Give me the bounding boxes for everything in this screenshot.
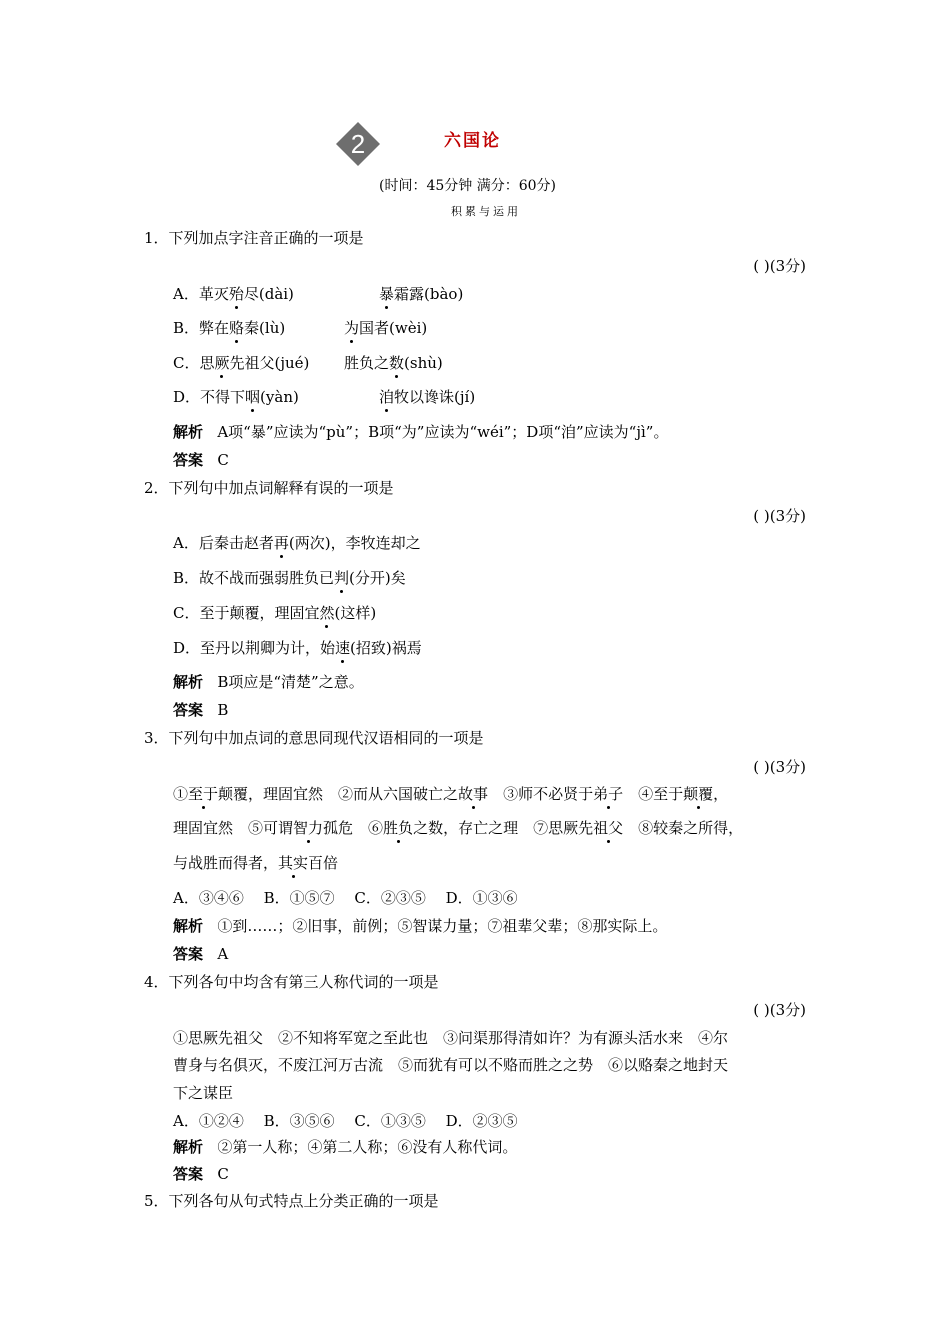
q1-option-a-1: A．革灭殆尽(dài) <box>173 285 294 303</box>
q1-option-d-2: 洎牧以谗诛(jí) <box>379 388 476 406</box>
q1-option-d-1: D．不得下咽(yàn) <box>173 388 299 406</box>
q2-option-a: A．后秦击赵者再(两次)，李牧连却之 <box>173 534 421 552</box>
q2-option-c: C．至于颠覆，理固宜然(这样) <box>173 604 377 622</box>
chapter-number-badge <box>336 122 380 166</box>
question-4-stem: 4．下列各句中均含有第三人称代词的一项是 <box>144 973 439 991</box>
question-5-stem: 5．下列各句从句式特点上分类正确的一项是 <box>144 1192 439 1210</box>
time-score-info: (时间：45分钟 满分：60分) <box>379 178 557 194</box>
q1-option-b-1: B．弊在赂秦(lù) <box>173 319 286 337</box>
q4-options: A．①②④ B．③⑤⑥ C．①③⑤ D．②③⑤ <box>173 1112 518 1130</box>
question-3-score: ( )(3分) <box>753 758 806 776</box>
section-heading: 积累与运用 <box>451 205 521 218</box>
q4-answer: 答案 C <box>173 1165 229 1183</box>
question-4-score: ( )(3分) <box>753 1001 806 1019</box>
q4-sentence-line-1: ①思厥先祖父 ②不知将军宽之至此也 ③问渠那得清如许？为有源头活水来 ④尔 <box>173 1029 729 1047</box>
q3-sentence-line-3: 与战胜而得者，其实百倍 <box>173 854 339 872</box>
badge-number: 2 <box>350 129 366 159</box>
q1-option-c-1: C．思厥先祖父(jué) <box>173 354 310 372</box>
q1-analysis: 解析 A项“暴”应读为“pù”；B项“为”应读为“wéi”；D项“洎”应读为“jì”。 <box>173 423 669 441</box>
q1-option-a-2: 暴霜露(bào) <box>379 285 464 303</box>
q2-option-d: D．至丹以荆卿为计，始速(招致)祸焉 <box>173 639 422 657</box>
question-1-stem: 1．下列加点字注音正确的一项是 <box>144 229 364 247</box>
q3-answer: 答案 A <box>173 945 229 963</box>
q3-sentence-line-2: 理固宜然 ⑤可谓智力孤危 ⑥胜负之数，存亡之理 ⑦思厥先祖父 ⑧较秦之所得， <box>173 819 744 837</box>
q2-analysis: 解析 B项应是“清楚”之意。 <box>173 673 364 691</box>
q1-option-c-2: 胜负之数(shù) <box>344 354 443 372</box>
question-1-score: ( )(3分) <box>753 257 806 275</box>
q4-analysis: 解析 ②第一人称；④第二人称；⑥没有人称代词。 <box>173 1138 518 1156</box>
q3-options: A．③④⑥ B．①⑤⑦ C．②③⑤ D．①③⑥ <box>173 889 518 907</box>
q4-sentence-line-3: 下之谋臣 <box>173 1084 234 1102</box>
q2-option-b: B．故不战而强弱胜负已判(分开)矣 <box>173 569 406 587</box>
question-2-stem: 2．下列句中加点词解释有误的一项是 <box>144 479 394 497</box>
q3-sentence-line-1: ①至于颠覆，理固宜然 ②而从六国破亡之故事 ③师不必贤于弟子 ④至于颠覆， <box>173 785 729 803</box>
q2-answer: 答案 B <box>173 701 229 719</box>
q1-option-b-2: 为国者(wèi) <box>344 319 428 337</box>
q4-sentence-line-2: 曹身与名俱灭，不废江河万古流 ⑤而犹有可以不赂而胜之之势 ⑥以赂秦之地封天 <box>173 1056 729 1074</box>
question-2-score: ( )(3分) <box>753 507 806 525</box>
q1-answer: 答案 C <box>173 451 229 469</box>
question-3-stem: 3．下列句中加点词的意思同现代汉语相同的一项是 <box>144 729 484 747</box>
page-title: 六国论 <box>444 131 501 151</box>
q3-analysis: 解析 ①到……；②旧事，前例；⑤智谋力量；⑦祖辈父辈；⑧那实际上。 <box>173 917 668 935</box>
